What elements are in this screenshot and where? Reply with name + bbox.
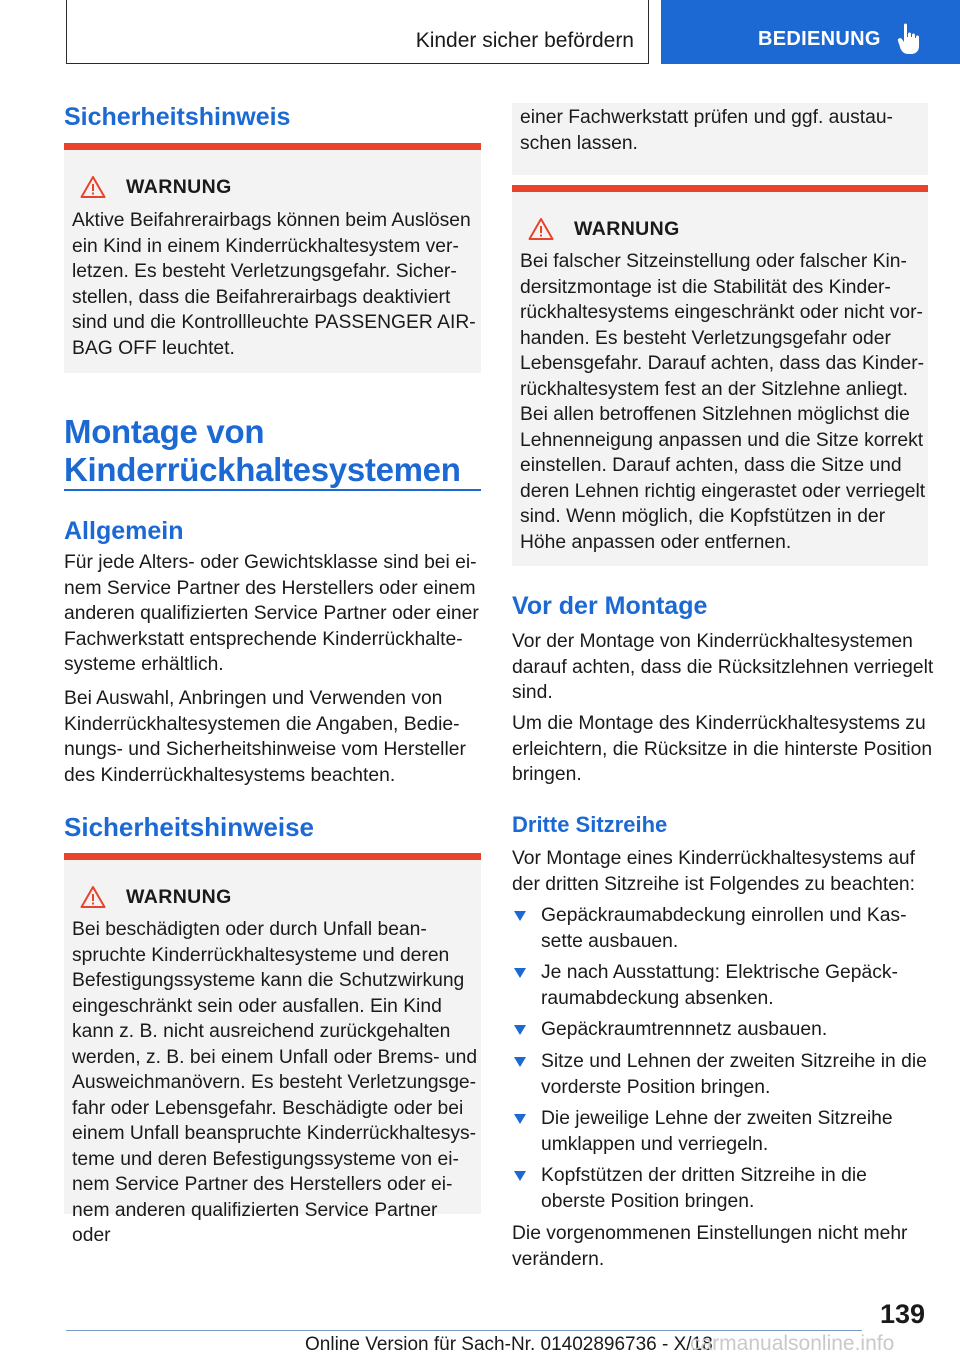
text-line: sind und die Kontrollleuchte PASSENGER AIR-: [72, 312, 476, 333]
text-line: kann z. B. nicht ausreichend zurückgehalten: [72, 1021, 451, 1042]
closing-paragraph: [512, 1221, 928, 1272]
text-line: nem Service Partner des Herstellers oder ei-: [72, 1174, 453, 1195]
text-line: verändern.: [512, 1248, 605, 1270]
text-line: erleichtern, die Rücksitze in die hinterste Position: [512, 738, 933, 760]
text-line: Vor der Montage von Kinderrückhaltesystemen: [512, 631, 913, 652]
text-line: Für jede Alters- oder Gewichtsklasse sind bei ei-: [64, 552, 477, 573]
text-line: Um die Montage des Kinderrückhaltesystems zu: [512, 713, 926, 734]
text-line: Gepäckraumabdeckung einrollen und Kas-: [541, 905, 907, 926]
text-line: Fachwerkstatt entsprechende Kinderrückhalte-: [64, 628, 463, 650]
text-line: Bei beschädigten oder durch Unfall bean-: [72, 919, 427, 940]
chapter-heading-line: Montage von: [64, 413, 265, 450]
warning-text: [72, 208, 476, 361]
text-line: Ausweichmanövern. Es besteht Verletzungsge-: [72, 1072, 477, 1093]
warning-header: [80, 884, 232, 910]
before-mounting-heading: Vor der Montage: [512, 592, 708, 620]
text-line: Kinderrückhaltesystemen die Angaben, Bedie-: [64, 713, 460, 735]
text-line: oberste Position bringen.: [541, 1190, 755, 1212]
section-title: Kinder sicher befördern: [415, 29, 634, 52]
text-line: deren Lehnen richtig eingerastet oder verriegelt: [520, 480, 926, 502]
warning-title: WARNUNG: [574, 217, 680, 240]
page-number: 139: [880, 1299, 926, 1329]
general-heading: Allgemein: [64, 517, 184, 545]
text-line: BAG OFF leuchtet.: [72, 337, 235, 359]
list-item-text: [541, 1017, 929, 1043]
warning-header: [80, 174, 232, 200]
warning-text: [520, 249, 925, 555]
text-line: vorderste Position bringen.: [541, 1076, 771, 1098]
text-line: Vor Montage eines Kinderrückhaltesystems auf: [512, 848, 915, 869]
text-line: bringen.: [512, 764, 582, 785]
text-line: sette ausbauen.: [541, 930, 679, 952]
list-item-text: [541, 960, 929, 1011]
warning-triangle-icon: [80, 885, 106, 909]
text-line: Bei falscher Sitzeinstellung oder falscher Kin-: [520, 251, 907, 272]
text-line: Aktive Beifahrerairbags können beim Auslösen: [72, 210, 471, 231]
triangle-bullet-icon: [514, 1171, 526, 1181]
list-item-text: [541, 1163, 929, 1214]
text-line: einer Fachwerkstatt prüfen und ggf. austau-: [520, 107, 893, 128]
text-line: schen lassen.: [520, 132, 638, 154]
text-line: einem Unfall beanspruchte Kinderrückhaltesys-: [72, 1123, 477, 1144]
warning-title: WARNUNG: [126, 885, 232, 908]
text-line: Lebensgefahr. Darauf achten, dass das Kinder-: [520, 353, 925, 374]
text-line: raumabdeckung absenken.: [541, 987, 774, 1009]
warning-title: WARNUNG: [126, 175, 232, 198]
text-line: dersitzmontage ist die Stabilität des Kinder-: [520, 276, 891, 298]
warning-box-airbag: [64, 143, 481, 373]
triangle-bullet-icon: [514, 1025, 526, 1035]
text-line: nungs- und Sicherheitshinweise vom Hersteller: [64, 739, 466, 760]
text-line: eingeschränkt sein oder ausfallen. Ein Kind: [72, 995, 442, 1017]
chapter-tab[interactable]: [661, 0, 960, 64]
safety-note-heading: Sicherheitshinweis: [64, 103, 291, 131]
text-line: werden, z. B. bei einem Unfall oder Brems- und: [72, 1046, 478, 1068]
chapter-tab-label: BEDIENUNG: [758, 28, 881, 50]
list-item-text: [541, 1049, 929, 1100]
text-line: letzen. Es besteht Verletzungsgefahr. Sicher-: [72, 261, 457, 282]
text-line: Kopfstützen der dritten Sitzreihe in die: [541, 1165, 867, 1186]
text-line: stellen, dass die Beifahrerairbags deaktiviert: [72, 286, 451, 308]
before-mounting-paragraph-1: [512, 629, 952, 706]
general-paragraph-2: [64, 686, 481, 788]
pointing-hand-icon: [897, 22, 921, 56]
warning-continuation-box: [512, 103, 928, 175]
text-line: Befestigungssysteme kann die Schutzwirkung: [72, 970, 465, 991]
heading-divider: [64, 489, 481, 491]
warning-triangle-icon: [80, 175, 106, 199]
text-line: umklappen und verriegeln.: [541, 1133, 769, 1155]
text-line: Die jeweilige Lehne der zweiten Sitzreihe: [541, 1108, 893, 1129]
text-line: Gepäckraumtrennnetz ausbauen.: [541, 1019, 828, 1040]
text-line: anderen qualifizierten Service Partner oder einer: [64, 603, 479, 624]
text-line: Höhe anpassen oder entfernen.: [520, 531, 792, 553]
text-line: einstellen. Darauf achten, dass die Sitze und: [520, 455, 902, 476]
text-line: rückhaltesystems eingeschränkt oder nicht vor-: [520, 302, 923, 323]
text-line: nem Service Partner des Herstellers oder einem: [64, 577, 476, 599]
warning-box-seat-position: [512, 185, 928, 566]
text-line: des Kinderrückhaltesystems beachten.: [64, 764, 396, 786]
text-line: Je nach Ausstattung: Elektrische Gepäck-: [541, 962, 898, 983]
triangle-bullet-icon: [514, 968, 526, 978]
warning-text: [72, 917, 481, 1249]
text-line: Bei allen betroffenen Sitzlehnen möglichst die: [520, 404, 910, 425]
third-row-heading: Dritte Sitzreihe: [512, 812, 668, 837]
text-line: fahr oder Lebensgefahr. Beschädigte oder bei: [72, 1097, 464, 1119]
warning-box-damaged: [64, 853, 481, 1246]
text-line: ein Kind in einem Kinderrückhaltesystem ver-: [72, 235, 459, 257]
text-line: teme und deren Befestigungssysteme von ei-: [72, 1148, 459, 1170]
text-line: handen. Es besteht Verletzungsgefahr oder: [520, 327, 891, 349]
text-line: systeme erhältlich.: [64, 654, 224, 675]
footer-divider: [66, 1330, 862, 1331]
text-line: spruchte Kinderrückhaltesysteme und deren: [72, 944, 450, 966]
text-line: rückhaltesystem fest an der Sitzlehne anliegt.: [520, 378, 908, 400]
list-item-text: [541, 1106, 929, 1157]
triangle-bullet-icon: [514, 1057, 526, 1067]
text-line: Sitze und Lehnen der zweiten Sitzreihe in die: [541, 1051, 927, 1072]
warning-triangle-icon: [528, 217, 554, 241]
list-item-text: [541, 903, 929, 954]
before-mounting-paragraph-2: [512, 711, 952, 788]
text-line: sind. Wenn möglich, die Kopfstützen in der: [520, 506, 886, 527]
text-line: darauf achten, dass die Rücksitzlehnen verriegelt: [512, 656, 934, 678]
general-paragraph-1: [64, 550, 481, 678]
warning-header: [528, 216, 680, 242]
text-line: sind.: [512, 682, 553, 703]
warning-continuation-text: [520, 105, 893, 156]
third-row-paragraph: [512, 846, 928, 897]
watermark: carmanualsonline.info: [690, 1332, 895, 1355]
text-line: nem anderen qualifizierten Service Partner oder: [72, 1199, 438, 1246]
triangle-bullet-icon: [514, 911, 526, 921]
text-line: Lehnenneigung anpassen und die Sitze korrekt: [520, 429, 924, 451]
text-line: Bei Auswahl, Anbringen und Verwenden von: [64, 688, 443, 709]
chapter-heading-line: Kinderrückhaltesystemen: [64, 451, 461, 488]
safety-notes-heading: Sicherheitshinweise: [64, 812, 314, 842]
text-line: Die vorgenommenen Einstellungen nicht mehr: [512, 1223, 908, 1244]
text-line: der dritten Sitzreihe ist Folgendes zu beachten:: [512, 873, 915, 895]
triangle-bullet-icon: [514, 1114, 526, 1124]
header-section-box: [66, 0, 649, 64]
chapter-heading: [64, 413, 461, 489]
online-version-text: Online Version für Sach-Nr. 01402896736 - X/18: [305, 1334, 713, 1355]
